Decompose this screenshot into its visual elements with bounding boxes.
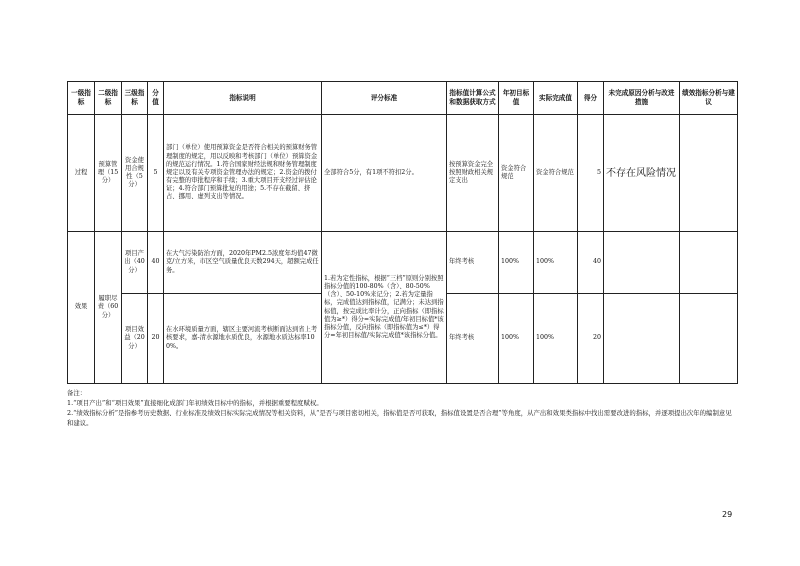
cell-level3: 项目产出（40分）	[122, 232, 148, 294]
cell-score: 20	[578, 294, 604, 384]
cell-level2: 预算管理（15分）	[95, 115, 122, 232]
cell-level1: 效果	[68, 232, 95, 384]
cell-actual: 100%	[534, 232, 578, 294]
cell-level2: 履职尽责（60分）	[95, 232, 122, 384]
header-reason: 未完成原因分析与改进措施	[604, 82, 680, 115]
cell-formula: 按预算资金完全按照财政相关规定支出	[447, 115, 499, 232]
cell-suggestion	[680, 115, 738, 232]
cell-reason: 不存在风险情况	[604, 115, 680, 232]
cell-level3: 资金使用合规性（5分）	[122, 115, 148, 232]
page-number: 29	[722, 510, 733, 519]
cell-standard: 1.若为定性指标，根据“三档”原则分别按照指标分值的100-80%（含）、80-50%（含）、50-10%来记分；2.若为定量指标，完成值达到指标值，记满分；未达到指标值，按完成比率计分，正向指标（即指标值为≥*）得分=实际完成值/年初目标值*该指标分值，反向指标（即指标值为≤*）得分=年初目标值/实际完成值*该指标分值。	[322, 232, 447, 384]
header-suggestion: 绩效指标分析与建议	[680, 82, 738, 115]
cell-suggestion	[680, 232, 738, 294]
cell-score-value: 40	[148, 232, 164, 294]
cell-description: 部门（单位）使用预算资金是否符合相关的预算财务管理制度的规定，用以反映和考核部门（单位）预算资金的规范运行情况。1.符合国家财经法规和财务管理制度规定以及有关专项资金管理办法的规定；2.资金的拨付有完整的审批程序和手续；3.重大项目开支经过评估论证；4.符合部门预算批复的用途；5.不存在截留、挤占、挪用、虚列支出等情况。	[164, 115, 322, 232]
cell-reason	[604, 232, 680, 294]
cell-target: 100%	[499, 294, 534, 384]
header-level2: 二级指标	[95, 82, 122, 115]
cell-score-value: 5	[148, 115, 164, 232]
cell-description: 在水环境质量方面，辖区主要河流考核断面达到省上考核要求，嘉-清水源地水质优良，水源地水质达标率100%。	[164, 294, 322, 384]
header-score: 得分	[578, 82, 604, 115]
header-level3: 三级指标	[122, 82, 148, 115]
header-score-value: 分值	[148, 82, 164, 115]
cell-score-value: 20	[148, 294, 164, 384]
cell-level3: 项目效益（20分）	[122, 294, 148, 384]
header-standard: 评分标准	[322, 82, 447, 115]
header-actual: 实际完成值	[534, 82, 578, 115]
header-target: 年初目标值	[499, 82, 534, 115]
table-row-output	[68, 232, 738, 294]
cell-actual: 100%	[534, 294, 578, 384]
cell-suggestion	[680, 294, 738, 384]
cell-level1: 过程	[68, 115, 95, 232]
header-row	[68, 82, 738, 115]
cell-score: 40	[578, 232, 604, 294]
note-item: 1.“项目产出”和“项目效果”直接细化成部门年初绩效目标中的指标，并根据重要程度赋权。	[67, 398, 323, 407]
note-item: 2.“绩效指标分析”是指参考历史数据、行业标准及绩效目标实际完成情况等相关资料，从“是否与项目密切相关，指标值是否可获取，指标值设置是否合理”等角度，从产出和效果类指标中找出需要改进的指标，并逐项提出次年的编制意见和建议。	[67, 408, 732, 427]
notes-title: 备注：	[67, 389, 87, 397]
cell-score: 5	[578, 115, 604, 232]
cell-reason	[604, 294, 680, 384]
header-description: 指标说明	[164, 82, 322, 115]
cell-description: 在大气污染防治方面，2020年PM2.5浓度年均值47微克/立方米，市区空气质量优良天数294天，超额完成任务。	[164, 232, 322, 294]
table-row-process	[68, 115, 738, 232]
cell-standard: 全部符合5分，有1项不符扣2分。	[322, 115, 447, 232]
header-formula: 指标值计算公式和数据获取方式	[447, 82, 499, 115]
cell-actual: 资金符合规范	[534, 115, 578, 232]
cell-formula: 年终考核	[447, 232, 499, 294]
performance-table	[67, 81, 738, 384]
cell-target: 100%	[499, 232, 534, 294]
cell-formula: 年终考核	[447, 294, 499, 384]
notes-section	[67, 389, 737, 429]
cell-target: 资金符合规范	[499, 115, 534, 232]
header-level1: 一级指标	[68, 82, 95, 115]
